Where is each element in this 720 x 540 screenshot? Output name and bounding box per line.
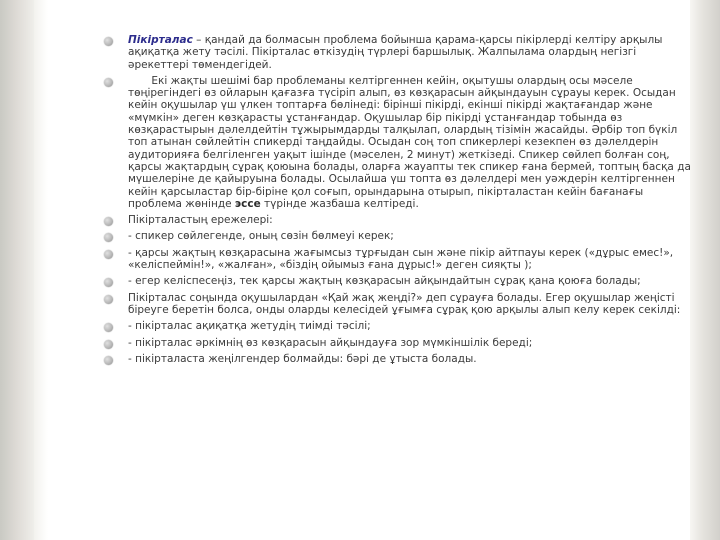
item-text: Пікірталас соңында оқушылардан «Қай жақ жеңді?» деп сұрауға болады. Егер оқушылар жеңісті біреуге беретін болса, онды оларды келесідей ұғымға сұрақ қою арқылы алып келу керек секілді: xyxy=(128,291,681,316)
bullet-icon xyxy=(104,278,113,287)
item-text: – қандай да болмасын проблема бойынша қарама-қарсы пікірлерді келтіру арқылы ақиқатқа жету тәсілі. Пікірталас өткізудің түрлері баршылық. Жалпылама олардың негізгі әрекеттері төмендегідей. xyxy=(128,34,663,71)
bullet-list xyxy=(112,34,696,365)
list-item xyxy=(112,247,696,272)
item-text: - егер келіспесеңіз, тек қарсы жақтың көзқарасын айқындайтын сұрақ қана қоюға болады; xyxy=(128,275,641,288)
list-item xyxy=(112,320,696,332)
bullet-icon xyxy=(104,233,113,242)
item-bold-word: эссе xyxy=(234,197,261,210)
bullet-icon xyxy=(104,217,113,226)
list-item xyxy=(112,214,696,226)
item-text: - пікірталас ақиқатқа жетудің тиімді тәсілі; xyxy=(128,320,371,333)
list-item xyxy=(112,275,696,287)
bullet-icon xyxy=(104,78,113,87)
item-text: - пікірталас әркімнің өз көзқарасын айқындауға зор мүмкіншілік береді; xyxy=(128,336,533,349)
bullet-icon xyxy=(104,356,113,365)
bullet-icon xyxy=(104,340,113,349)
bullet-icon xyxy=(104,323,113,332)
item-text: - қарсы жақтың көзқарасына жағымсыз тұрғыдан сын және пікір айтпауы керек («дұрыс емес!», «келіспеймін!», «жалған», «біздің ойымыз ғана дұрыс!» деген сияқты ); xyxy=(128,246,674,272)
item-text-after: түрінде жазбаша келтіреді. xyxy=(260,197,419,210)
list-item xyxy=(112,337,696,349)
item-text: - пікірталаста жеңілгендер болмайды: бәрі де ұтыста болады. xyxy=(128,352,477,365)
bullet-icon xyxy=(104,295,113,304)
list-item xyxy=(112,292,696,317)
bullet-icon xyxy=(104,37,113,46)
list-item xyxy=(112,230,696,242)
list-item xyxy=(112,75,696,210)
item-text: Екі жақты шешімі бар проблеманы келтіргеннен кейін, оқытушы олардың осы мәселе төңірегіндегі өз ойларын қағазға түсіріп алып, өз көзқарасын айқындауын сұрауы керек. Осыдан кейін оқушылар үш үлкен топтарға бөлінеді: бірінші пікірді, екінші пікірді жақтағандар және «мүмкін» деген көзқарасты ұстанғандар. Оқушылар бір пікірді ұстанғандар тобында өз көзқарастырын дәлелдейтін тұжырымдарды талқылап, олардың тізімін жасайды. Әрбір топ бүкіл топ атынан сөйлейтін спикерді таңдайды. Осыдан соң топ спикерлері кезекпен өз дәлелдерін аудиторияға белгіленген уақыт ішінде (мәселен, 2 минут) жеткізеді. Спикер сөйлеп болған соң, қарсы жақтардың сұрақ қоюына болады, оларға жауапты тек спикер ғана бермей, топтың басқа да мүшелеріне де қайыруына болады. Осылайша үш топта өз дәлелдері мен уәждерін келтіргеннен кейін қарсыластар бір-біріне қол соғып, орындарына отырып, пікірталастан кейін бағанағы проблема жөнінде xyxy=(128,74,695,210)
bullet-icon xyxy=(104,250,113,259)
term-heading: Пікірталас xyxy=(128,34,193,46)
list-item xyxy=(112,353,696,365)
left-decorative-band xyxy=(0,0,34,540)
slide-content xyxy=(112,34,696,534)
list-item xyxy=(112,34,696,71)
item-text: - спикер сөйлегенде, оның сөзін бөлмеуі керек; xyxy=(128,230,394,243)
item-text: Пікірталастың ережелері: xyxy=(128,214,273,227)
